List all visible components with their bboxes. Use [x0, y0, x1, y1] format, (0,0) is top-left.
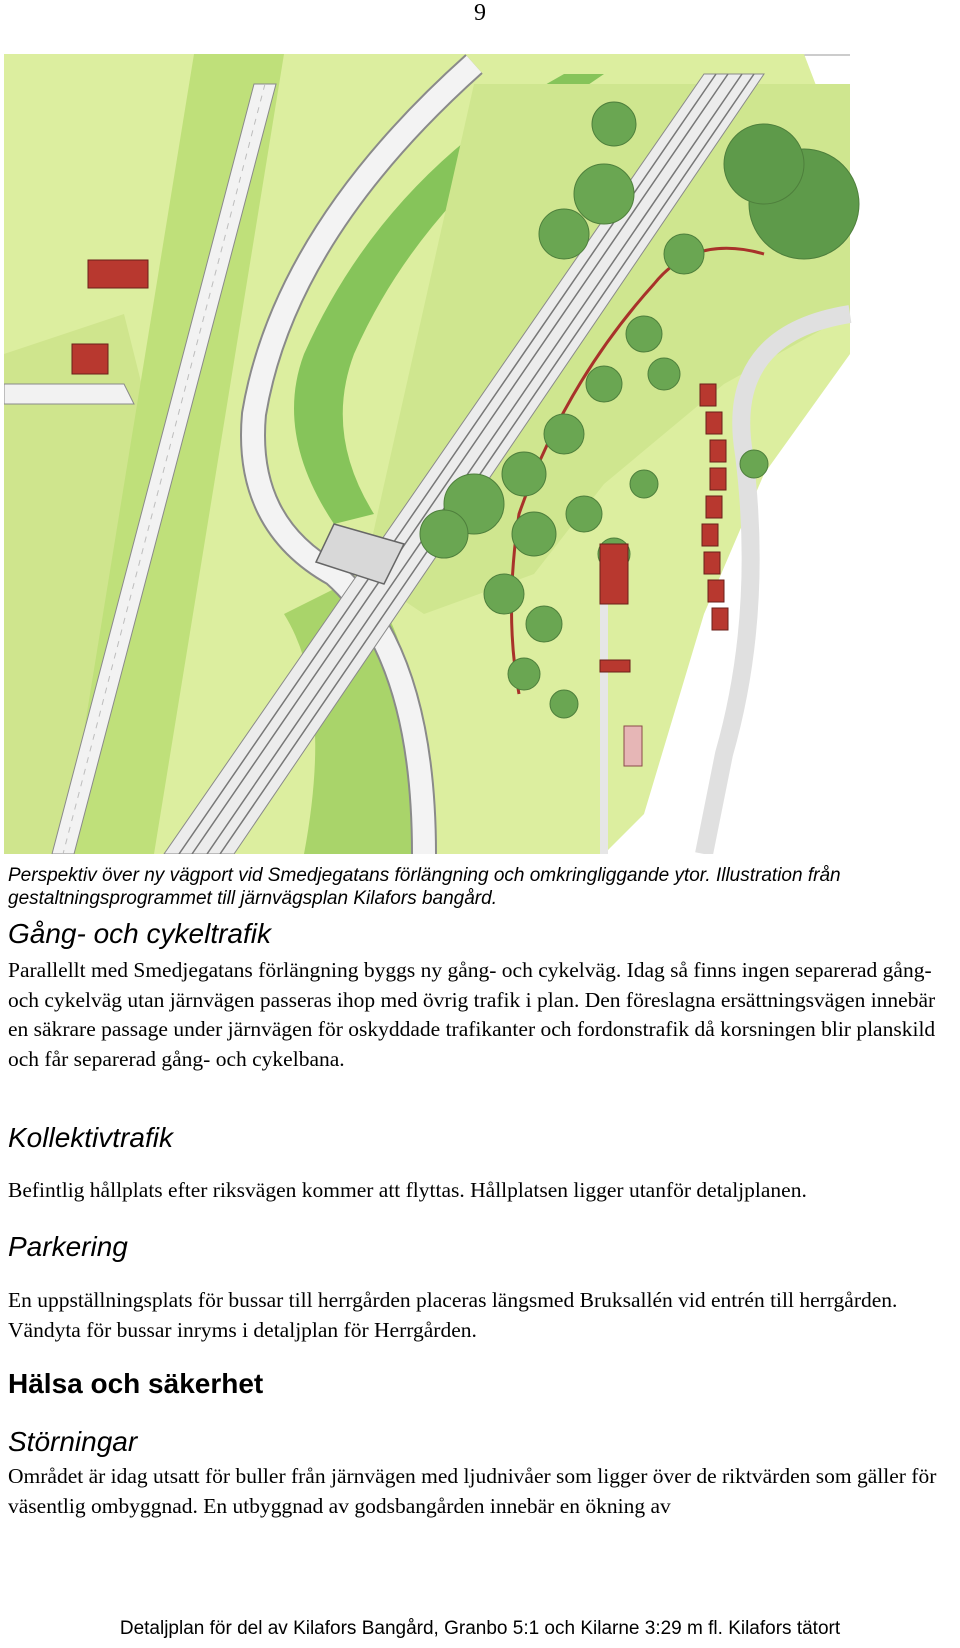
heading-gang-cykeltrafik: Gång- och cykeltrafik	[8, 918, 271, 949]
figure-caption: Perspektiv över ny vägport vid Smedjegatans förlängning och omkringliggande ytor. Illustration från gestaltningsprogrammet till järnvägsplan Kilafors bangård.	[8, 865, 841, 909]
paragraph-gang-cykeltrafik: Parallellt med Smedjegatans förlängning byggs ny gång- och cykelväg. Idag så finns ingen separerad gång- och cykelväg utan järnvägen passeras ihop med övrig trafik i plan. Den föreslagna ersättningsvägen innebär en säkrare passage under järnvägen för oskyddade trafikanter och fordonstrafik då korsningen blir planskild och får separerad gång- och cykelbana.	[8, 958, 936, 1071]
site-illustration	[4, 54, 886, 854]
paragraph-kollektivtrafik: Befintlig hållplats efter riksvägen kommer att flyttas. Hållplatsen ligger utanför detaljplanen.	[8, 1178, 807, 1202]
heading-kollektivtrafik: Kollektivtrafik	[8, 1122, 173, 1153]
heading-parkering: Parkering	[8, 1231, 128, 1262]
heading-storningar: Störningar	[8, 1426, 138, 1457]
page-footer: Detaljplan för del av Kilafors Bangård, Granbo 5:1 och Kilarne 3:29 m fl. Kilafors tätort	[119, 1618, 841, 1639]
paragraph-parkering: En uppställningsplats för bussar till herrgården placeras längsmed Bruksallén vid entrén till herrgården. Vändyta för bussar inryms i detaljplan för Herrgården.	[8, 1288, 898, 1342]
page-number: 9	[474, 0, 486, 26]
paragraph-storningar: Området är idag utsatt för buller från järnvägen med ljudnivåer som ligger över de riktvärden som gäller för väsentlig ombyggnad. En utbyggnad av godsbangården innebär en ökning av	[8, 1464, 937, 1518]
heading-halsa-sakerhet: Hälsa och säkerhet	[8, 1368, 264, 1399]
aerial-perspective-drawing	[4, 54, 886, 854]
